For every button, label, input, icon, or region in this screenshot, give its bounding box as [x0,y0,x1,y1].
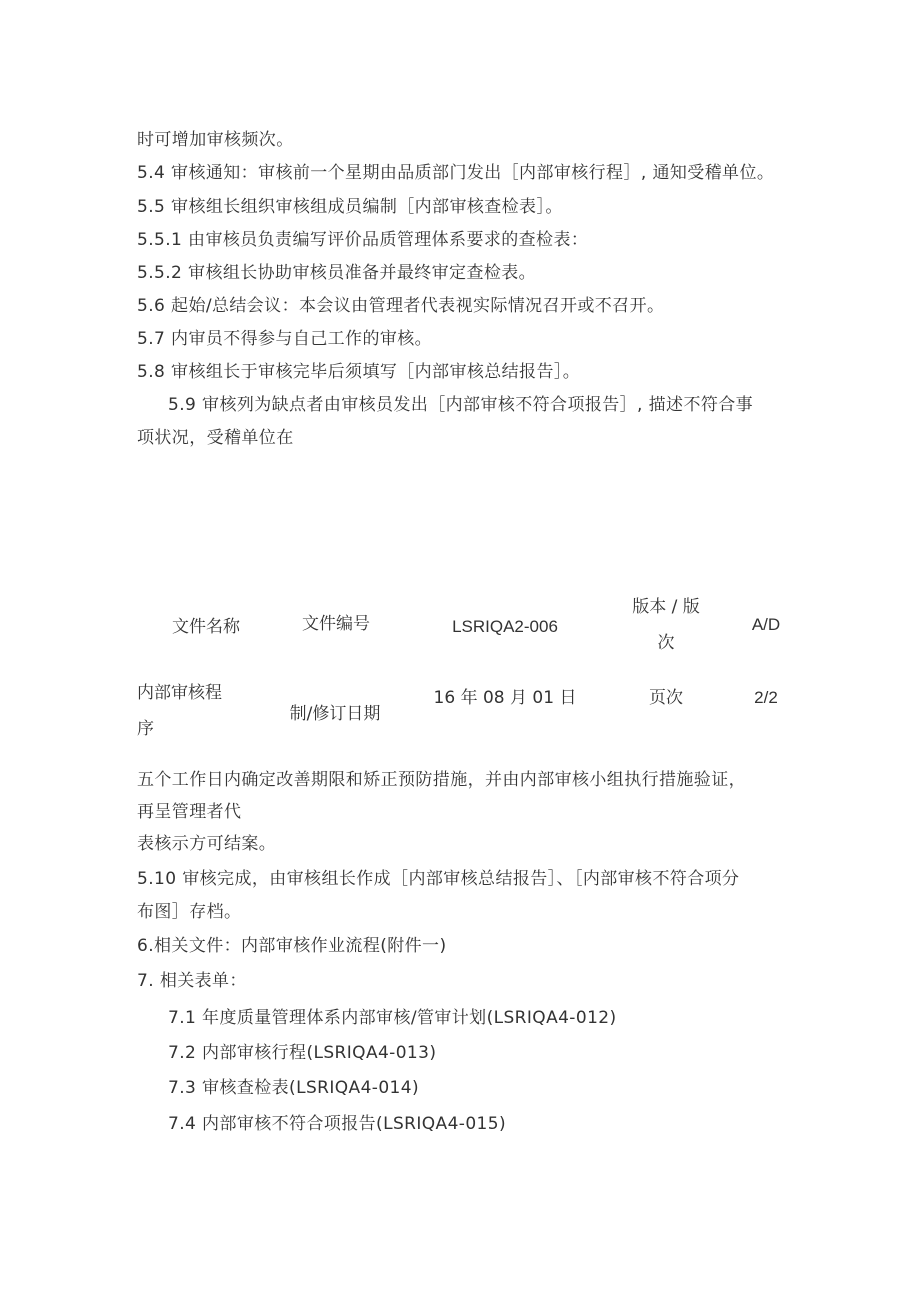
text-line: 5.4 审核通知：审核前一个星期由品质部门发出［内部审核行程］, 通知受稽单位。 [137,163,775,183]
version-label: 版本 / 版 [632,597,700,617]
text-line: 5.5 审核组长组织审核组成员编制［内部审核查检表］。 [137,197,563,217]
doc-no-label: 文件编号 [302,614,370,634]
text-line: 7. 相关表单： [137,971,247,991]
doc-name-label: 文件名称 [172,617,240,637]
date-value: 16 年 08 月 01 日 [433,688,577,708]
text-line: 布图］存档。 [137,902,242,922]
doc-name-value: 内部审核程 [137,683,222,703]
text-line: 5.5.1 由审核员负责编写评价品质管理体系要求的查检表： [137,230,589,250]
text-line: 再呈管理者代 [137,802,242,822]
text-line: 5.5.2 审核组长协助审核员准备并最终审定查检表。 [137,263,537,283]
text-line: 项状况，受稽单位在 [137,428,294,448]
text-line: 5.8 审核组长于审核完毕后须填写［内部审核总结报告］。 [137,362,581,382]
text-line: 表核示方可结案。 [137,834,277,854]
form-item: 7.3 审核查检表(LSRIQA4-014) [168,1078,419,1098]
version-value: A/D [751,615,781,634]
form-item: 7.2 内部审核行程(LSRIQA4-013) [168,1043,437,1063]
doc-name-value-cont: 序 [137,719,154,739]
text-line: 5.6 起始/总结会议：本会议由管理者代表视实际情况召开或不召开。 [137,296,665,316]
text-line: 时可增加审核频次。 [137,130,294,150]
text-line: 6.相关文件：内部审核作业流程(附件一) [137,936,447,956]
text-line: 5.9 审核列为缺点者由审核员发出［内部审核不符合项报告］, 描述不符合事 [168,395,754,415]
version-label-cont: 次 [657,633,675,653]
page-value: 2/2 [754,688,778,707]
text-line: 5.10 审核完成，由审核组长作成［内部审核总结报告］、［内部审核不符合项分 [137,869,740,889]
doc-no-value: LSRIQA2-006 [452,617,558,636]
form-item: 7.4 内部审核不符合项报告(LSRIQA4-015) [168,1114,506,1134]
date-label: 制/修订日期 [289,704,381,724]
text-line: 五个工作日内确定改善期限和矫正预防措施，并由内部审核小组执行措施验证， [137,770,746,790]
text-line: 5.7 内审员不得参与自己工作的审核。 [137,329,433,349]
page-label: 页次 [649,688,683,708]
form-item: 7.1 年度质量管理体系内部审核/管审计划(LSRIQA4-012) [168,1008,617,1028]
